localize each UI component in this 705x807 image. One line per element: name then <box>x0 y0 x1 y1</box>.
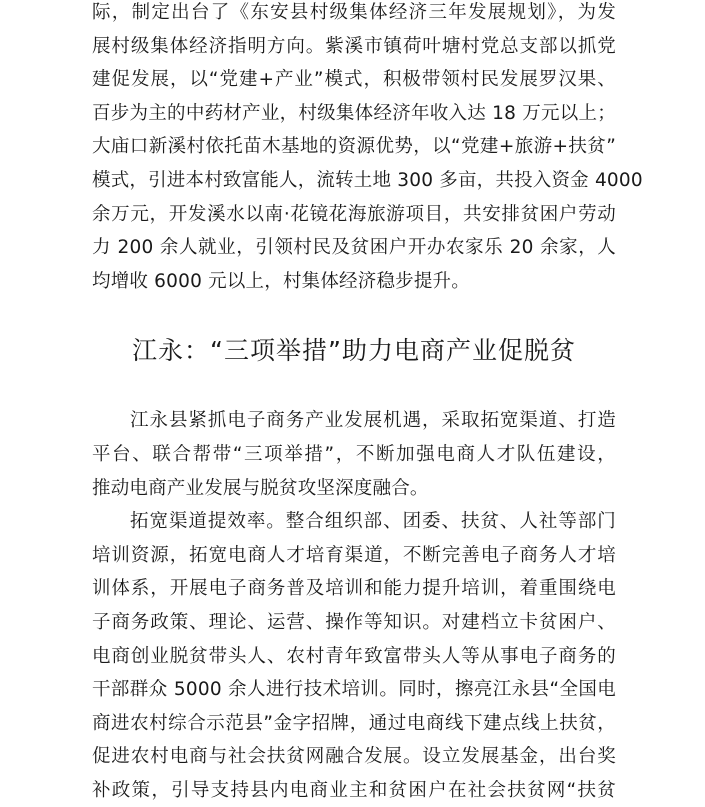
document-page <box>92 0 643 807</box>
text-line: 均增收 6000 元以上，村集体经济稳步提升。 <box>92 270 470 292</box>
text-line: 推动电商产业发展与脱贫攻坚深度融合。 <box>92 477 429 499</box>
text-line: 际，制定出台了《东安县村级集体经济三年发展规划》，为发 <box>92 2 616 23</box>
text-line: 建促发展，以“党建+产业”模式，积极带领村民发展罗汉果、 <box>92 69 616 91</box>
text-line: 补政策，引导支持县内电商业主和贫困户在社会扶贫网“扶贫 <box>92 779 616 801</box>
paragraph-intro <box>92 404 616 505</box>
text-line: 大庙口新溪村依托苗木基地的资源优势，以“党建+旅游+扶贫” <box>92 136 616 158</box>
text-line: 江永县紧抓电子商务产业发展机遇，采取拓宽渠道、打造 <box>130 410 616 432</box>
text-line: 余万元，开发溪水以南·花镜花海旅游项目，共安排贫困户劳动 <box>92 203 616 225</box>
text-line: 电商创业脱贫带头人、农村青年致富带头人等从事电子商务的 <box>92 645 616 667</box>
text-line: 力 200 余人就业，引领村民及贫困户开办农家乐 20 余家，人 <box>92 237 616 259</box>
text-line: 百步为主的中药材产业，村级集体经济年收入达 18 万元以上； <box>92 102 616 124</box>
paragraph-village-economy <box>92 0 643 298</box>
paragraph-broaden-channels <box>92 505 616 807</box>
text-line: 子商务政策、理论、运营、操作等知识。对建档立卡贫困户、 <box>92 611 616 633</box>
text-line: 培训资源，拓宽电商人才培育渠道，不断完善电子商务人才培 <box>92 544 616 566</box>
text-line: 商进农村综合示范县”金字招牌，通过电商线下建点线上扶贫， <box>92 712 616 734</box>
text-line: 平台、联合帮带“三项举措”，不断加强电商人才队伍建设， <box>92 443 616 465</box>
text-line: 拓宽渠道提效率。整合组织部、团委、扶贫、人社等部门 <box>130 511 616 533</box>
section-heading: 江永：“三项举措”助力电商产业促脱贫 <box>132 336 576 366</box>
text-line: 展村级集体经济指明方向。紫溪市镇荷叶塘村党总支部以抓党 <box>92 35 616 57</box>
text-line: 干部群众 5000 余人进行技术培训。同时，擦亮江永县“全国电 <box>92 679 616 701</box>
text-line: 促进农村电商与社会扶贫网融合发展。设立发展基金，出台奖 <box>92 746 616 768</box>
text-line: 训体系，开展电子商务普及培训和能力提升培训，着重围绕电 <box>92 578 616 600</box>
text-line: 模式，引进本村致富能人，流转土地 300 多亩，共投入资金 4000 <box>92 169 643 191</box>
